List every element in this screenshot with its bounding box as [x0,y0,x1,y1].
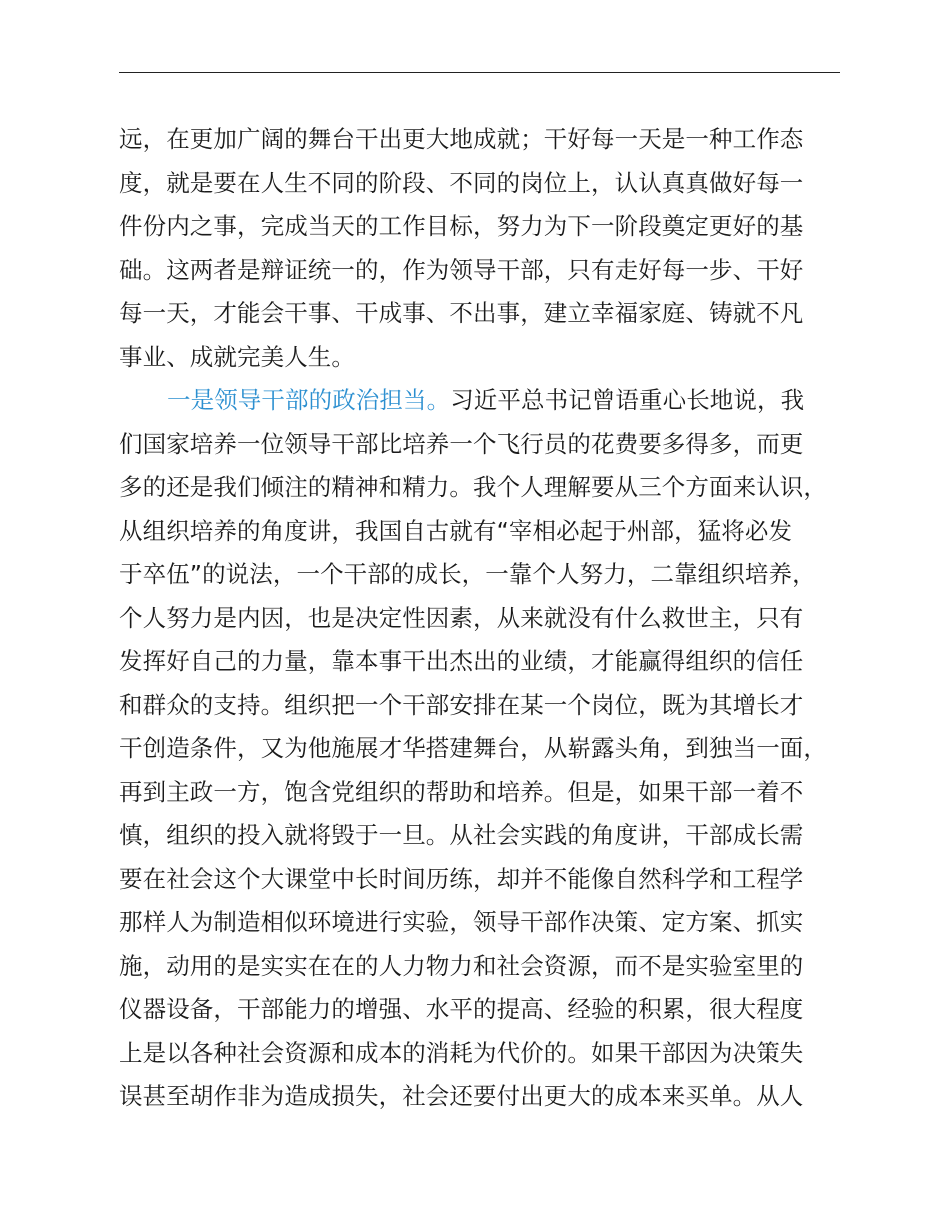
text-line: 干创造条件，又为他施展才华搭建舞台，从崭露头角，到独当一面， [119,734,827,762]
text-line: 件份内之事，完成当天的工作目标，努力为下一阶段奠定更好的基 [119,212,804,240]
section-first-line [119,379,879,423]
text-line: 多的还是我们倾注的精神和精力。我个人理解要从三个方面来认识， [119,473,827,501]
text-line: 个人努力是内因，也是决定性因素，从来就没有什么救世主，只有 [119,603,804,632]
text-line: 每一天，才能会干事、干成事、不出事，建立幸福家庭、铸就不凡 [119,299,804,327]
text-line: 发挥好自己的力量，靠本事干出杰出的业绩，才能赢得组织的信任 [119,647,804,675]
text-line: 础。这两者是辩证统一的，作为领导干部，只有走好每一步、干好 [119,255,804,284]
text-line: 仪器设备，干部能力的增强、水平的提高、经验的积累，很大程度 [119,995,804,1023]
text-line: 于卒伍”的说法，一个干部的成长，一靠个人努力，二靠组织培养， [119,560,816,588]
section-paragraph [119,379,879,1119]
document-body [119,118,879,1119]
text-line: 再到主政一方，饱含党组织的帮助和培养。但是，如果干部一着不 [119,777,804,806]
section-heading: 一是领导干部的政治担当。 [167,386,451,414]
text-line: 和群众的支持。组织把一个干部安排在某一个岗位，既为其增长才 [119,690,804,719]
text-line: 事业、成就完美人生。 [119,342,355,371]
text-line: 们国家培养一位领导干部比培养一个飞行员的花费要多得多，而更 [119,429,804,458]
text-line: 误甚至胡作非为造成损失，社会还要付出更大的成本来买单。从人 [119,1082,804,1110]
text-line: 度，就是要在人生不同的阶段、不同的岗位上，认认真真做好每一 [119,168,804,197]
continuation-paragraph [119,118,879,379]
text-line: 远，在更加广阔的舞台干出更大地成就；干好每一天是一种工作态 [119,125,804,153]
text-line: 慎，组织的投入就将毁于一旦。从社会实践的角度讲，干部成长需 [119,821,804,849]
header-rule [119,72,840,73]
text-line: 施，动用的是实实在在的人力物力和社会资源，而不是实验室里的 [119,951,804,980]
text-line: 从组织培养的角度讲，我国自古就有“宰相必起于州部，猛将必发 [119,516,793,545]
text-run: 习近平总书记曾语重心长地说，我 [450,386,805,414]
text-line: 要在社会这个大课堂中长时间历练，却并不能像自然科学和工程学 [119,864,804,893]
text-line: 上是以各种社会资源和成本的消耗为代价的。如果干部因为决策失 [119,1038,804,1067]
text-line: 那样人为制造相似环境进行实验，领导干部作决策、定方案、抓实 [119,908,804,936]
